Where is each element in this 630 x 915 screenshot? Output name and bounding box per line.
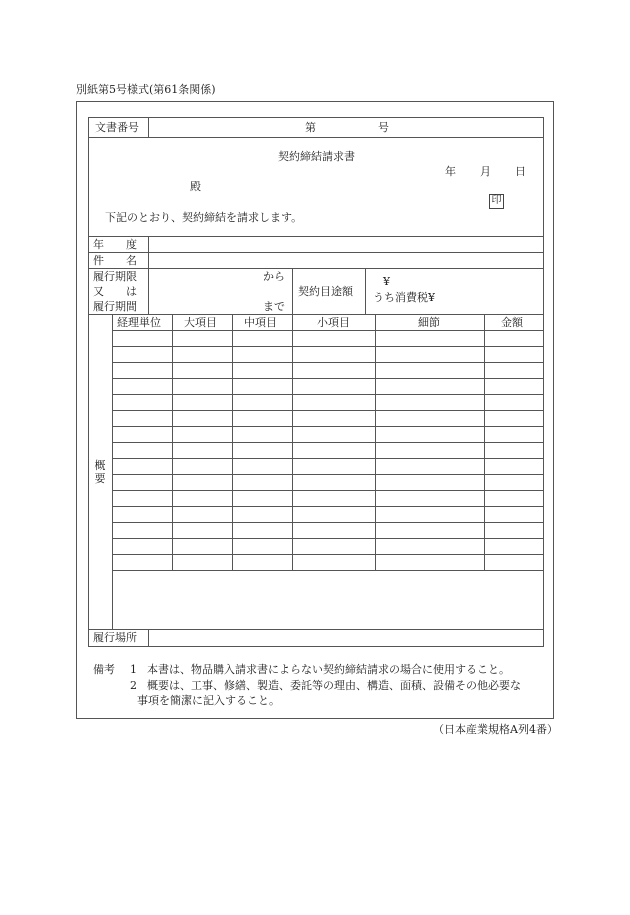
grid-row-rule bbox=[112, 378, 544, 379]
date-day: 日 bbox=[515, 165, 526, 178]
note-num: 1 bbox=[130, 663, 137, 676]
note-text: 概要は、工事、修繕、製造、委託等の理由、構造、面積、設備その他必要な bbox=[147, 679, 521, 692]
period-label-2: 又 は bbox=[93, 285, 137, 298]
note-text-cont: 事項を簡潔に記入すること。 bbox=[137, 694, 280, 707]
rule bbox=[88, 629, 544, 630]
rule bbox=[148, 629, 149, 647]
grid-row-rule bbox=[112, 506, 544, 507]
form-id: 別紙第5号様式(第61条関係) bbox=[76, 83, 216, 96]
form-title: 契約締結請求書 bbox=[278, 150, 355, 163]
rule bbox=[148, 117, 149, 137]
number-prefix: 第 bbox=[305, 121, 316, 134]
fiscal-year-label: 年 度 bbox=[93, 238, 137, 251]
doc-number-label: 文書番号 bbox=[95, 121, 139, 134]
request-intro: 下記のとおり、契約締結を請求します。 bbox=[105, 211, 303, 224]
grid-row-rule bbox=[112, 570, 544, 571]
col-header: 大項目 bbox=[184, 316, 217, 329]
note-text: 本書は、物品購入請求書によらない契約締結請求の場合に使用すること。 bbox=[147, 663, 510, 676]
grid-row-rule bbox=[112, 346, 544, 347]
date-month: 月 bbox=[480, 165, 491, 178]
addressee-suffix: 殿 bbox=[190, 180, 201, 193]
col-header: 経理単位 bbox=[117, 316, 161, 329]
amount-yen: ¥ bbox=[383, 275, 390, 288]
form-table bbox=[88, 117, 544, 647]
col-header: 細節 bbox=[418, 316, 440, 329]
grid-row-rule bbox=[112, 426, 544, 427]
grid-row-rule bbox=[112, 522, 544, 523]
period-label-1: 履行期限 bbox=[93, 270, 137, 283]
amount-label: 契約目途額 bbox=[298, 285, 353, 298]
seal-box bbox=[489, 194, 504, 209]
note-num: 2 bbox=[130, 679, 137, 692]
grid-row-rule bbox=[112, 362, 544, 363]
col-header: 金額 bbox=[501, 316, 523, 329]
col-header: 中項目 bbox=[244, 316, 277, 329]
seal-text: 印 bbox=[491, 195, 502, 206]
rule bbox=[88, 137, 544, 138]
grid-row-rule bbox=[112, 490, 544, 491]
grid-row-rule bbox=[112, 458, 544, 459]
grid-row-rule bbox=[112, 330, 544, 331]
grid-row-rule bbox=[112, 554, 544, 555]
number-suffix: 号 bbox=[378, 121, 389, 134]
rule bbox=[88, 236, 544, 237]
rule bbox=[88, 314, 544, 315]
grid-row-rule bbox=[112, 394, 544, 395]
rule bbox=[365, 268, 366, 314]
grid-row-rule bbox=[112, 442, 544, 443]
date-year: 年 bbox=[445, 165, 456, 178]
col-header: 小項目 bbox=[317, 316, 350, 329]
overview-label: 概要 bbox=[94, 459, 106, 485]
footer-standard: （日本産業規格A列4番） bbox=[433, 723, 558, 736]
grid-row-rule bbox=[112, 474, 544, 475]
notes-heading: 備考 bbox=[93, 663, 115, 676]
subject-label: 件 名 bbox=[93, 254, 137, 267]
rule bbox=[88, 252, 544, 253]
period-to: まで bbox=[263, 300, 285, 313]
rule bbox=[292, 268, 293, 314]
place-label: 履行場所 bbox=[93, 631, 137, 644]
grid-row-rule bbox=[112, 410, 544, 411]
period-from: から bbox=[263, 270, 285, 283]
rule bbox=[88, 268, 544, 269]
rule bbox=[148, 236, 149, 314]
tax-label: うち消費税¥ bbox=[373, 291, 435, 304]
grid-row-rule bbox=[112, 538, 544, 539]
period-label-3: 履行期間 bbox=[93, 300, 137, 313]
